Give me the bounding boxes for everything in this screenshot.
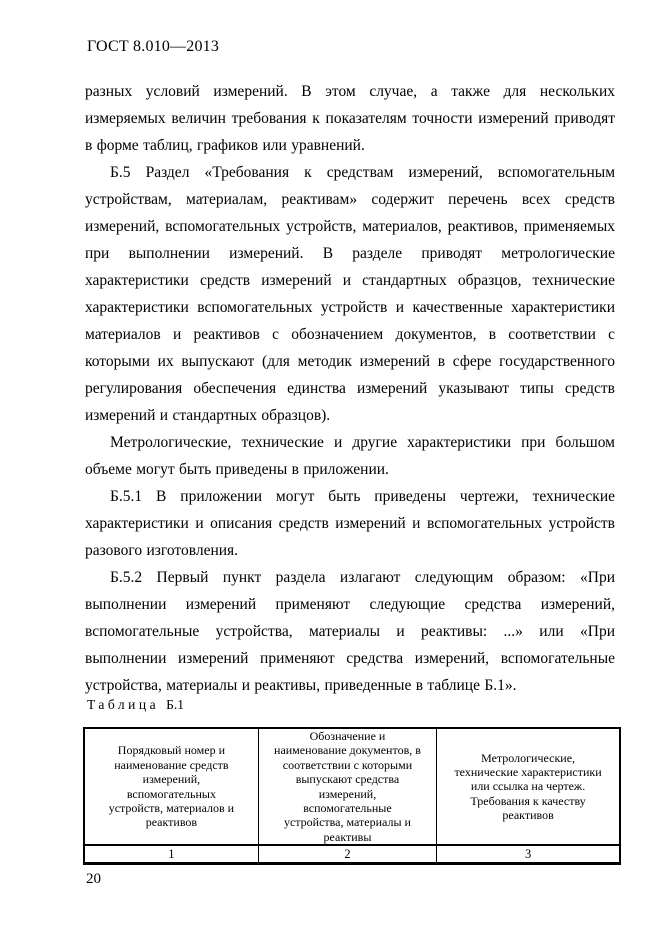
table-caption-label: Таблица — [87, 697, 160, 712]
text-line: характеристики средств измерений и стандартных образцов, технические — [85, 272, 615, 289]
table-header-line: реактивы — [323, 829, 372, 844]
text-line: выполнении измерений применяют следующие средства измерений, — [85, 596, 615, 613]
table-header-line: наименование документов, в — [274, 743, 421, 758]
text-line: разных условий измерений. В этом случае, а также для нескольких — [85, 83, 615, 100]
table-header-line: вспомогательных — [126, 786, 216, 801]
text-line: устройства, материалы и реактивы, приведенные в таблице Б.1». — [85, 677, 517, 694]
table-caption — [87, 697, 184, 713]
text-line: измерений и стандартных образцов). — [85, 407, 331, 424]
table-header-line: вспомогательные — [303, 801, 392, 816]
table-b1 — [83, 727, 621, 865]
text-line: характеристики вспомогательных устройств и качественные характеристики — [85, 299, 615, 316]
text-line: материалов и реактивов с обозначением документов, в соответствии с — [85, 326, 615, 343]
text-line: в форме таблиц, графиков или уравнений. — [85, 137, 365, 154]
text-line: измерений, вспомогательных устройств, материалов, реактивов, применяемых — [85, 218, 615, 235]
table-header-line: Обозначение и — [309, 729, 386, 743]
table-header-line: соответствии с которыми — [282, 757, 413, 772]
table-header-line: Требования к качеству — [470, 793, 586, 808]
table-header-cell-3 — [437, 728, 620, 845]
text-line: объеме могут быть приведены в приложении. — [85, 461, 389, 478]
text-line: Б.5 Раздел «Требования к средствам измерений, вспомогательным — [110, 164, 615, 181]
table-header-cell-2 — [258, 728, 436, 845]
text-line: характеристики и описания средств измерений и вспомогательных устройств — [85, 515, 615, 532]
table-header-line: измерений, — [142, 772, 201, 787]
table-caption-number: Б.1 — [166, 697, 185, 712]
text-line: вспомогательные устройства, материалы и реактивы: ...» или «При — [85, 623, 615, 640]
text-line: Метрологические, технические и другие характеристики при большом — [110, 434, 615, 451]
table-header-line: устройства, материалы и — [283, 815, 411, 830]
table-header-line: наименование средств — [114, 757, 229, 772]
table-column-number: 1 — [84, 845, 258, 864]
table-column-number: 3 — [437, 845, 620, 864]
table-header-cell-1 — [84, 728, 258, 845]
text-line: регулирования обеспечения единства измерений указывают типы средств — [85, 380, 615, 397]
page-number: 20 — [86, 871, 101, 887]
table-header-line: выпускают средства — [295, 772, 400, 787]
table-number-row — [84, 845, 620, 864]
text-line: разового изготовления. — [85, 542, 239, 559]
table-header-row — [84, 728, 620, 845]
table-header-line: измерений, — [318, 786, 377, 801]
table-column-number: 2 — [258, 845, 436, 864]
text-line: измеряемых величин требования к показателям точности измерений приводят — [85, 110, 615, 127]
table-header-line: технические характеристики — [454, 765, 602, 780]
text-line: которыми их выпускают (для методик измерений в сфере государственного — [85, 353, 615, 370]
table-header-line: устройств, материалов и — [108, 801, 235, 816]
text-line: Б.5.1 В приложении могут быть приведены чертежи, технические — [110, 488, 615, 505]
text-line: Б.5.2 Первый пункт раздела излагают следующим образом: «При — [110, 569, 615, 586]
table-header-line: реактивов — [145, 815, 198, 830]
table-header-line: Метрологические, — [481, 750, 576, 765]
document-title: ГОСТ 8.010—2013 — [87, 38, 220, 55]
table-header-line: реактивов — [502, 808, 554, 823]
body-text — [85, 78, 615, 699]
text-line: устройствам, материалам, реактивам» содержит перечень всех средств — [85, 191, 615, 208]
table-header-line: Порядковый номер и — [117, 743, 225, 758]
table-header-line: или ссылка на чертеж. — [470, 779, 586, 794]
text-line: при выполнении измерений. В разделе приводят метрологические — [85, 245, 615, 262]
text-line: выполнении измерений применяют средства измерений, вспомогательные — [85, 650, 615, 667]
